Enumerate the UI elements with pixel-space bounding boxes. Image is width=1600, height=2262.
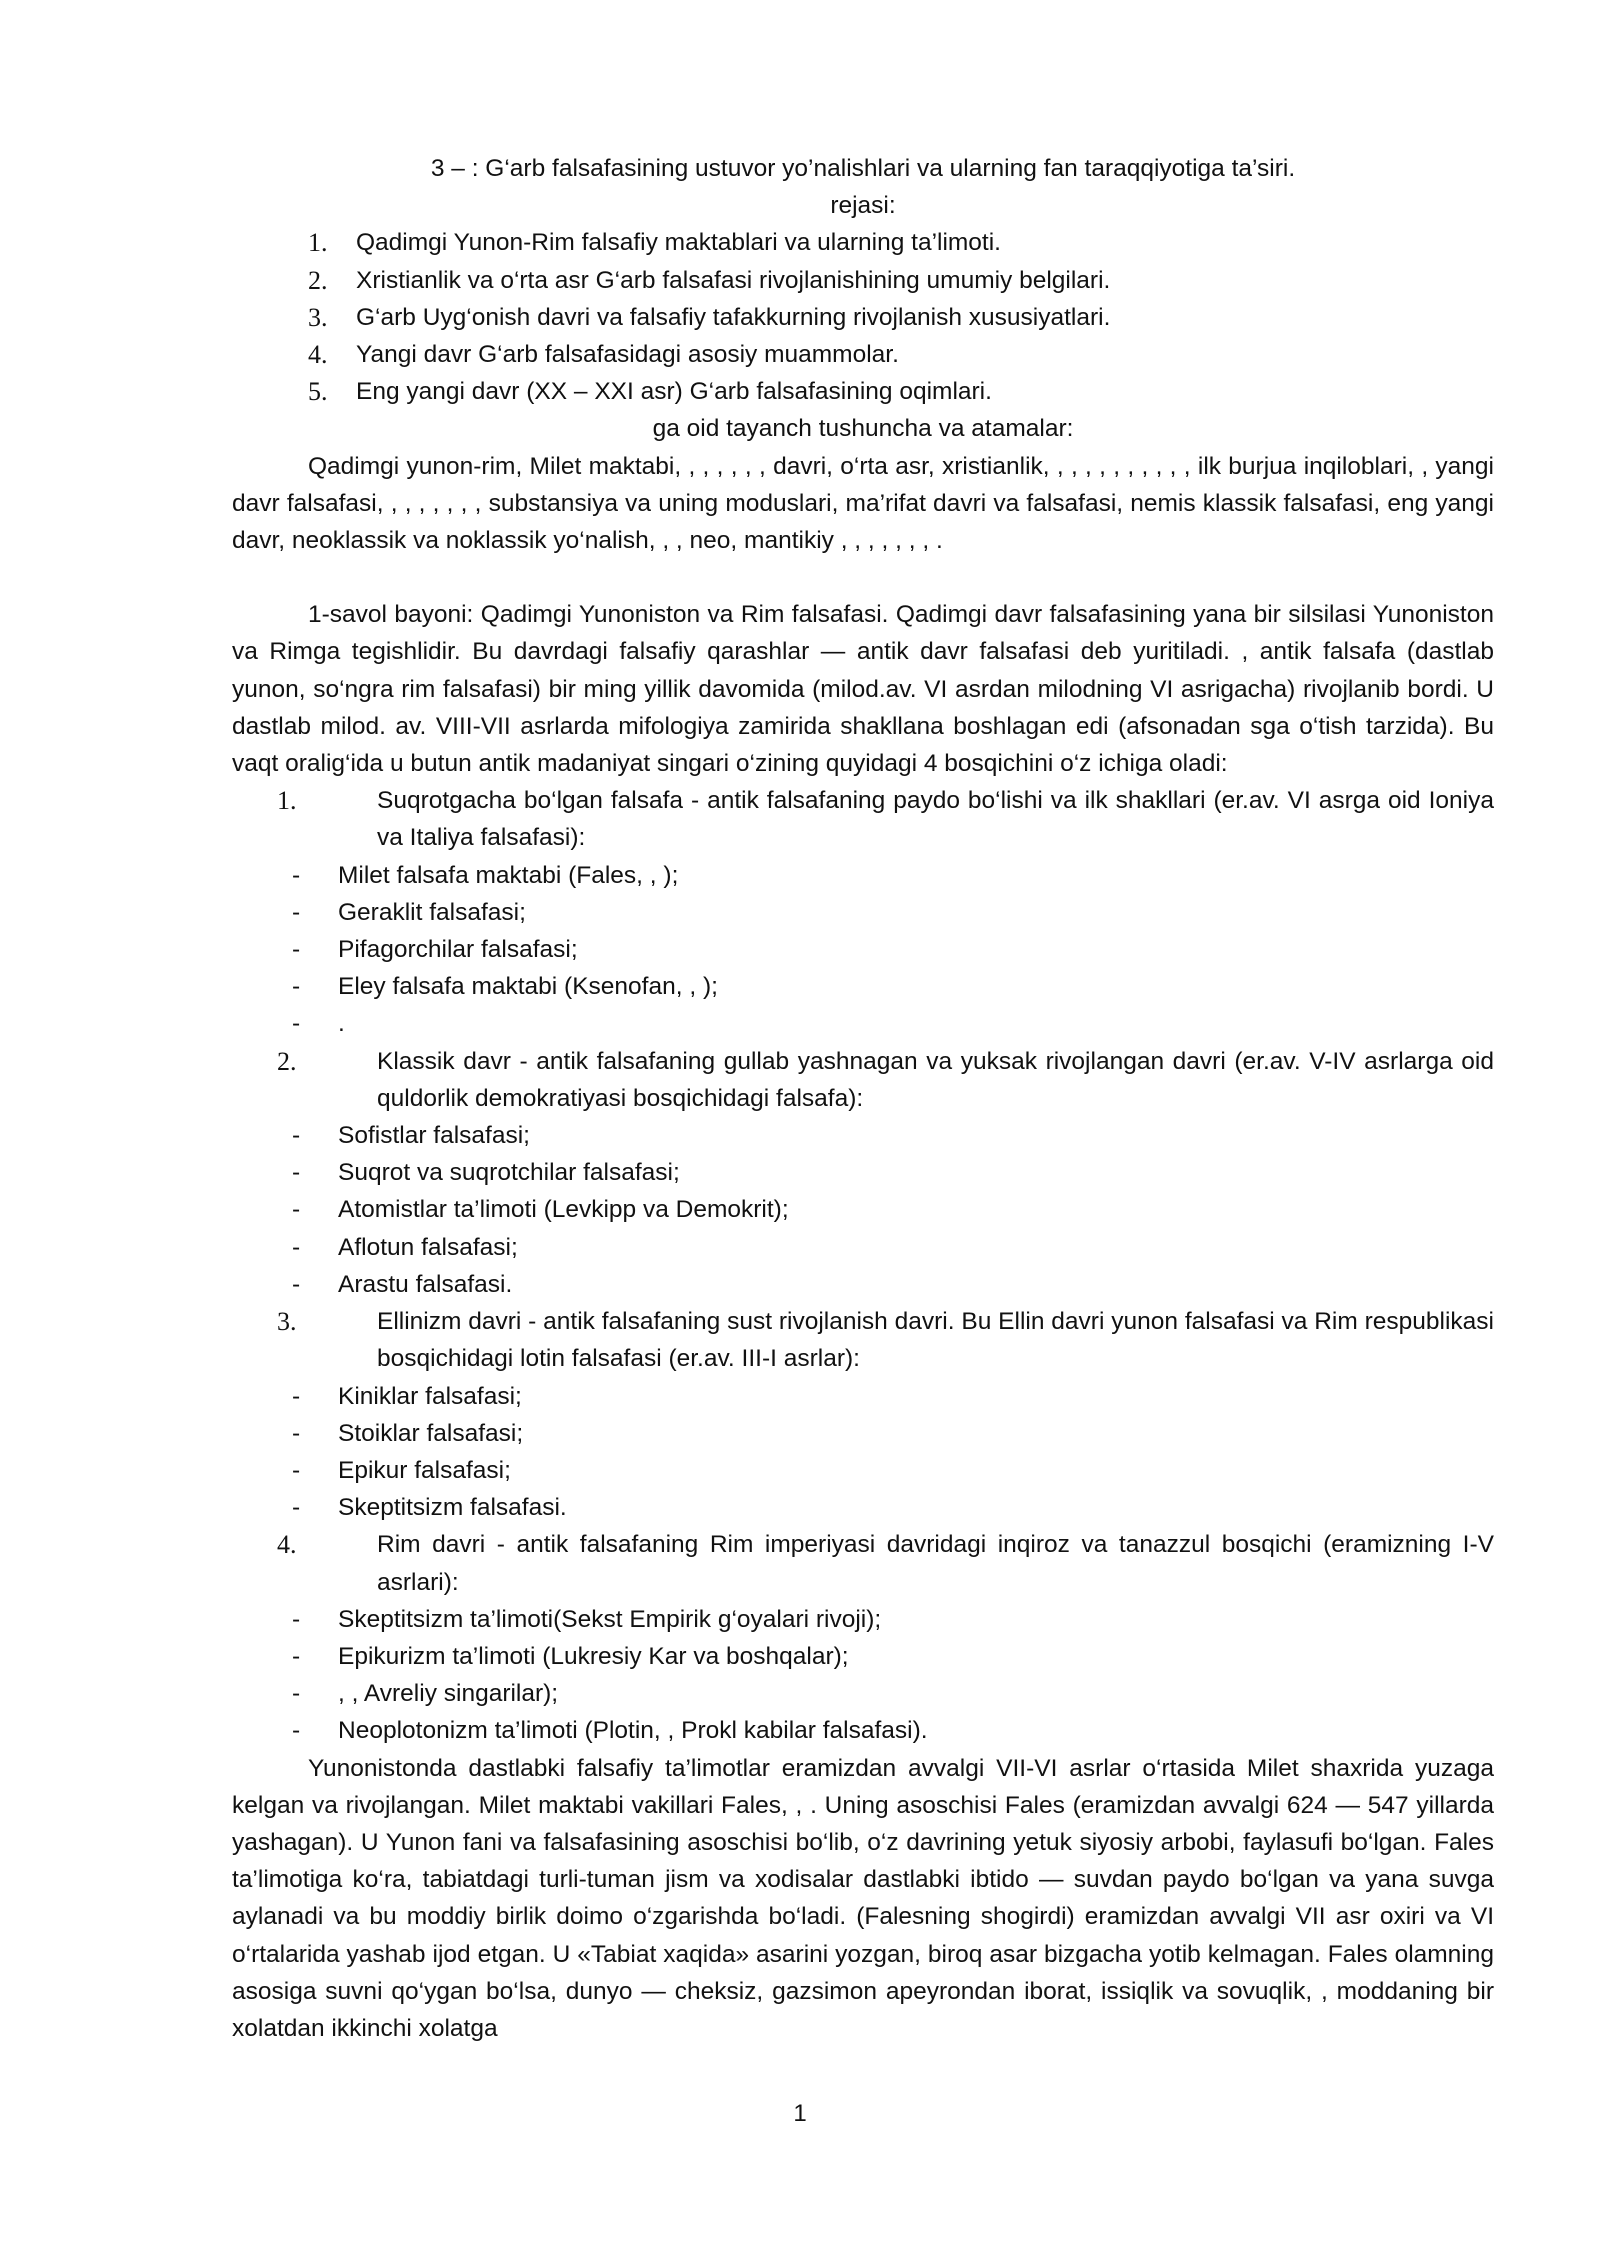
list-item-text: Epikur falsafasi;	[338, 1456, 511, 1484]
list-item-text: Milet falsafa maktabi (Fales, , );	[338, 861, 679, 889]
list-item-text: Geraklit falsafasi;	[338, 898, 526, 926]
list-item-text: Pifagorchilar falsafasi;	[338, 936, 578, 964]
stage-number: 3.	[277, 1307, 297, 1337]
list-item	[232, 894, 1494, 931]
list-item-text: Kiniklar falsafasi;	[338, 1382, 522, 1410]
list-item-text: Aflotun falsafasi;	[338, 1233, 518, 1261]
plan-item	[232, 373, 1494, 410]
list-item	[232, 1378, 1494, 1415]
plan-item-number: 1.	[308, 228, 328, 258]
list-item	[232, 1601, 1494, 1638]
plan-item	[232, 336, 1494, 373]
dash-bullet: -	[292, 1494, 301, 1522]
dash-bullet: -	[292, 1419, 301, 1447]
list-item	[232, 1117, 1494, 1154]
dash-bullet: -	[292, 1233, 301, 1261]
stage-item	[232, 1526, 1494, 1600]
dash-bullet: -	[292, 973, 301, 1001]
list-item-text: Suqrot va suqrotchilar falsafasi;	[338, 1159, 680, 1187]
list-item-text: , , Avreliy singarilar);	[338, 1680, 559, 1708]
dash-bullet: -	[292, 1122, 301, 1150]
list-item	[232, 1415, 1494, 1452]
list-item	[232, 1229, 1494, 1266]
list-item	[232, 857, 1494, 894]
dash-bullet: -	[292, 1456, 301, 1484]
dash-bullet: -	[292, 1605, 301, 1633]
dash-bullet: -	[292, 936, 301, 964]
list-item	[232, 1005, 1494, 1042]
plan-item	[232, 262, 1494, 299]
dash-bullet: -	[292, 861, 301, 889]
plan-item-number: 4.	[308, 340, 328, 370]
list-item-text: Epikurizm ta’limoti (Lukresiy Kar va boshqalar);	[338, 1642, 849, 1670]
list-item-text: Eley falsafa maktabi (Ksenofan, , );	[338, 973, 718, 1001]
list-item-text: Arastu falsafasi.	[338, 1270, 513, 1298]
dash-bullet: -	[292, 1196, 301, 1224]
stage-item	[232, 1303, 1494, 1377]
list-item	[232, 968, 1494, 1005]
stage-number: 4.	[277, 1530, 297, 1560]
list-item-text: Skeptitsizm falsafasi.	[338, 1494, 567, 1522]
plan-item-text: Yangi davr G‘arb falsafasidagi asosiy muammolar.	[356, 341, 899, 369]
dash-bullet: -	[292, 1010, 301, 1038]
list-item-text: Sofistlar falsafasi;	[338, 1122, 530, 1150]
plan-item-text: Eng yangi davr (XX – XXI asr) G‘arb falsafasining oqimlari.	[356, 378, 992, 406]
closing-paragraph: Yunonistonda dastlabki falsafiy ta’limotlar eramizdan avvalgi VII-VI asrlar o‘rtasida Milet shaxrida yuzaga kelgan va rivojlangan. Milet maktabi vakillari Fales, , . Uning asoschisi Fales (eramizdan avvalgi 624 — 547 yillarda yashagan). U Yunon fani va falsafasining asoschisi bo‘lib, o‘z davrining yetuk siyosiy arbobi, faylasufi bo‘lgan. Fales ta’limotiga ko‘ra, tabiatdagi turli-tuman jism va xodisalar dastlabki ibtido — suvdan paydo bo‘lgan va yana suvga aylanadi va bu moddiy birlik doimo o‘zgarishda bo‘ladi. (Falesning shogirdi) eramizdan avvalgi VII asr oxiri va VI o‘rtalarida yashab ijod etgan. U «Tabiat xaqida» asarini yozgan, biroq asar bizgacha yotib kelmagan. Fales olamning asosiga suvni qo‘ygan bo‘lsa, dunyo — cheksiz, gazsimon apeyrondan iborat, issiqlik va sovuqlik, , moddaning bir xolatdan ikkinchi xolatga	[232, 1754, 1494, 2042]
dash-bullet: -	[292, 898, 301, 926]
plan-item	[232, 299, 1494, 336]
list-item	[232, 1712, 1494, 1749]
dash-bullet: -	[292, 1717, 301, 1745]
plan-list	[232, 224, 1494, 410]
document-title: 3 – : G‘arb falsafasining ustuvor yo’nalishlari va ularning fan taraqqiyotiga ta’siri.	[430, 155, 1296, 182]
list-item	[232, 1489, 1494, 1526]
plan-item-number: 2.	[308, 265, 328, 295]
blank-line	[232, 559, 1494, 596]
list-item-text: .	[338, 1010, 345, 1038]
plan-item-number: 5.	[308, 377, 328, 407]
dash-bullet: -	[292, 1642, 301, 1670]
list-item	[232, 1154, 1494, 1191]
list-item	[232, 1638, 1494, 1675]
list-item-text: Stoiklar falsafasi;	[338, 1419, 524, 1447]
list-item	[232, 1452, 1494, 1489]
page-number: 1	[793, 2100, 807, 2127]
stage-text: Suqrotgacha bo‘lgan falsafa - antik falsafaning paydo bo‘lishi va ilk shakllari (er.av. VI asrga oid Ioniya va Italiya falsafasi):	[377, 787, 1494, 852]
list-item-text: Atomistlar ta’limoti (Levkipp va Demokrit);	[338, 1196, 789, 1224]
plan-item-text: Xristianlik va o‘rta asr G‘arb falsafasi rivojlanishining umumiy belgilari.	[356, 266, 1111, 294]
stage-item	[232, 1043, 1494, 1117]
list-item	[232, 1675, 1494, 1712]
concepts-paragraph: Qadimgi yunon-rim, Milet maktabi, , , , , , , davri, o‘rta asr, xristianlik, , , , , , , , , , , ilk burjua inqiloblari, , yangi davr falsafasi, , , , , , , , substansiya va uning moduslari, ma’rifat davri va falsafasi, nemis klassik falsafasi, eng yangi davr, neoklassik va noklassik yo‘nalish, , , neo, mantikiy , , , , , , , .	[232, 452, 1494, 555]
list-item	[232, 1266, 1494, 1303]
stage-text: Rim davri - antik falsafaning Rim imperiyasi davridagi inqiroz va tanazzul bosqichi (eramizning I-V asrlari):	[377, 1531, 1494, 1596]
document-page	[232, 150, 1494, 2210]
plan-item-text: Qadimgi Yunon-Rim falsafiy maktablari va ularning ta’limoti.	[356, 229, 1001, 257]
list-item	[232, 931, 1494, 968]
list-item-text: Skeptitsizm ta’limoti(Sekst Empirik g‘oyalari rivoji);	[338, 1605, 882, 1633]
plan-item	[232, 224, 1494, 261]
list-item	[232, 1191, 1494, 1228]
plan-item-text: G‘arb Uyg‘onish davri va falsafiy tafakkurning rivojlanish xususiyatlari.	[356, 303, 1111, 331]
intro-paragraph: 1-savol bayoni: Qadimgi Yunoniston va Rim falsafasi. Qadimgi davr falsafasining yana bir silsilasi Yunoniston va Rimga tegishlidir. Bu davrdagi falsafiy qarashlar — antik davr falsafasi deb yuritiladi. , antik falsafa (dastlab yunon, so‘ngra rim falsafasi) bir ming yillik davomida (milod.av. VI asrdan milodning VI asrigacha) rivojlanib bordi. U dastlab milod. av. VIII-VII asrlarda mifologiya zamirida shakllana boshlagan edi (afsonadan sga o‘tish tarzida). Bu vaqt oralig‘ida u butun antik madaniyat singari o‘zining quyidagi 4 bosqichini o‘z ichiga oladi:	[232, 601, 1494, 778]
dash-bullet: -	[292, 1159, 301, 1187]
dash-bullet: -	[292, 1270, 301, 1298]
plan-item-number: 3.	[308, 302, 328, 332]
concepts-heading: ga oid tayanch tushuncha va atamalar:	[652, 415, 1074, 443]
stage-text: Ellinizm davri - antik falsafaning sust rivojlanish davri. Bu Ellin davri yunon falsafasi va Rim respublikasi bosqichidagi lotin falsafasi (er.av. III-I asrlar):	[377, 1308, 1494, 1373]
stage-number: 2.	[277, 1046, 297, 1076]
plan-heading: rejasi:	[830, 192, 896, 220]
stage-number: 1.	[277, 786, 297, 816]
stage-item	[232, 782, 1494, 856]
dash-bullet: -	[292, 1382, 301, 1410]
dash-bullet: -	[292, 1680, 301, 1708]
list-item-text: Neoplotonizm ta’limoti (Plotin, , Prokl kabilar falsafasi).	[338, 1717, 928, 1745]
stage-text: Klassik davr - antik falsafaning gullab yashnagan va yuksak rivojlangan davri (er.av. V-IV asrlarga oid quldorlik demokratiyasi bosqichidagi falsafa):	[377, 1047, 1494, 1112]
